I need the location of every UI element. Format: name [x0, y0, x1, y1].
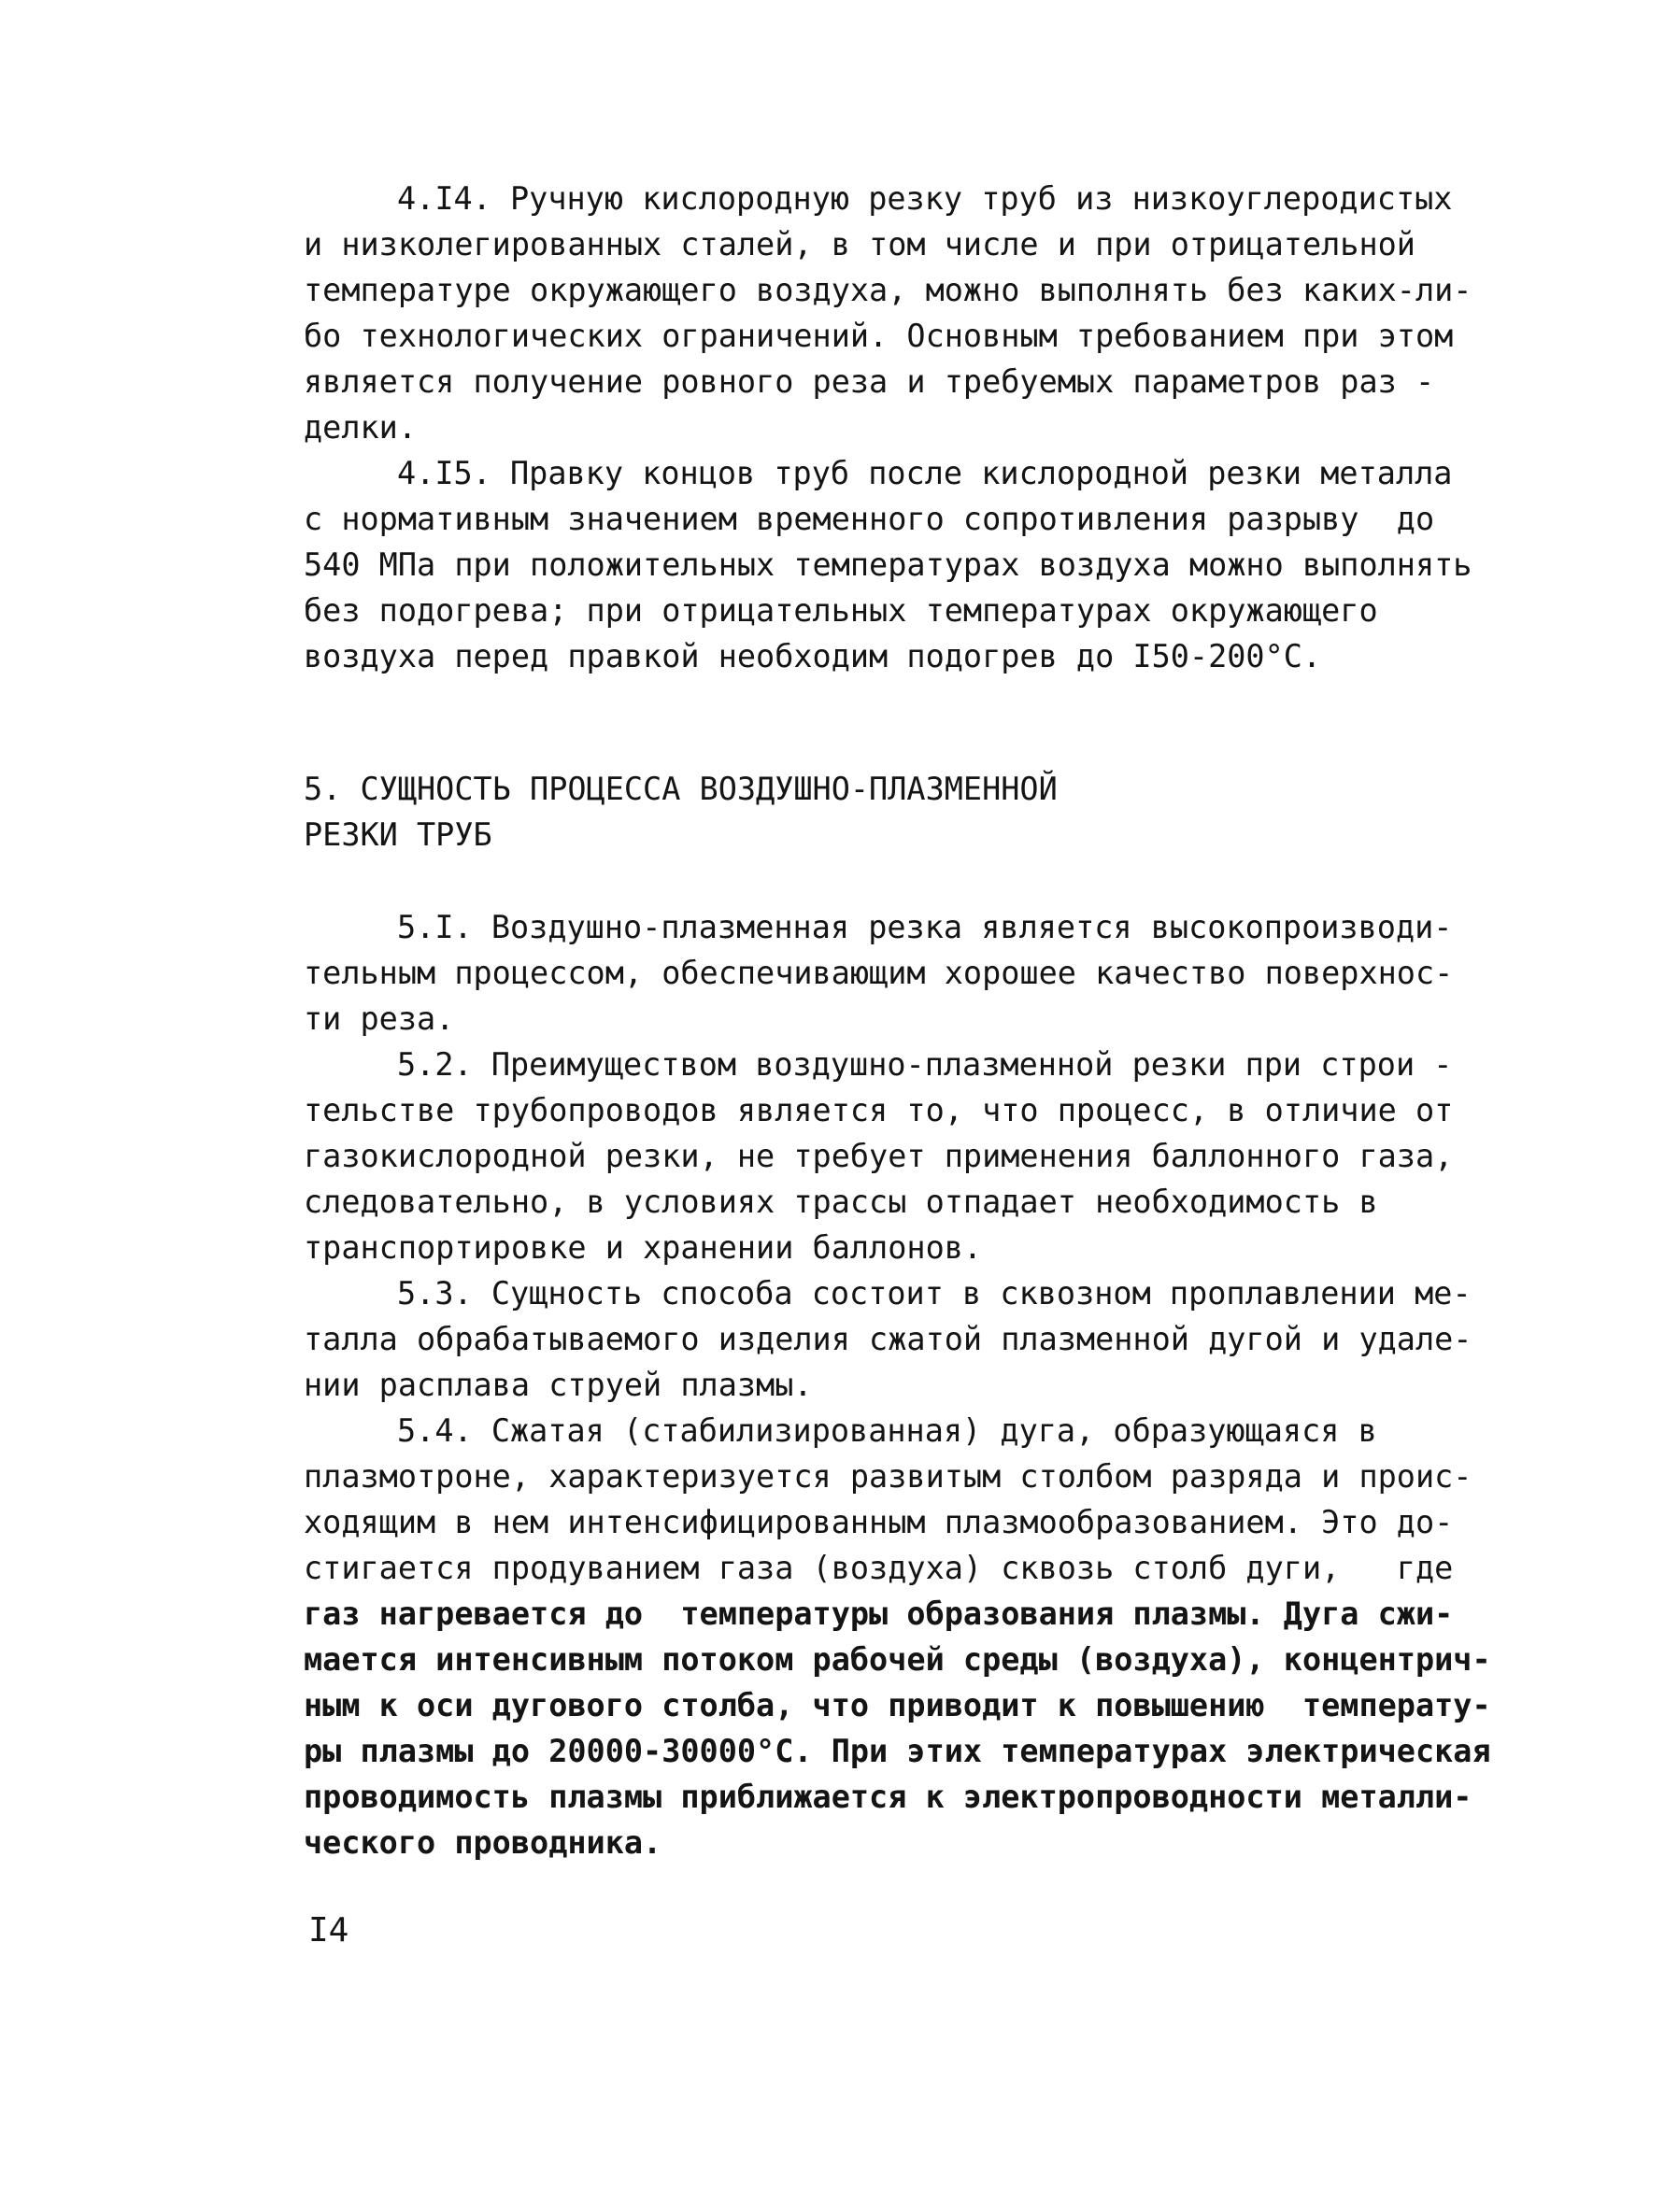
paragraph-5-2-line: тельстве трубопроводов является то, что процесс, в отличие от	[304, 1092, 1454, 1128]
paragraph-5-4-line: мается интенсивным потоком рабочей среды (воздуха), концентрич-	[304, 1641, 1491, 1678]
paragraph-4-14-line: делки.	[304, 409, 418, 446]
paragraph-5-4-line: проводимость плазмы приближается к электропроводности металли-	[304, 1779, 1472, 1815]
paragraph-4-15-line: воздуха перед правкой необходим подогрев до I50-200°С.	[304, 638, 1322, 674]
paragraph-5-1-line: тельным процессом, обеспечивающим хорошее качество поверхнос-	[304, 955, 1454, 991]
paragraph-5-4-line: ры плазмы до 20000-30000°С. При этих температурах электрическая	[304, 1733, 1491, 1769]
paragraph-4-14-line: и низколегированных сталей, в том числе и при отрицательной	[304, 226, 1415, 262]
section-heading: 5. СУЩНОСТЬ ПРОЦЕССА ВОЗДУШНО-ПЛАЗМЕННОЙ	[304, 771, 1058, 807]
paragraph-5-4-line: ческого проводника.	[304, 1824, 662, 1861]
paragraph-5-1-line: 5.I. Воздушно-плазменная резка является высокопроизводи-	[397, 909, 1453, 945]
paragraph-4-14-line: температуре окружающего воздуха, можно выполнять без каких-ли-	[304, 272, 1472, 308]
paragraph-5-4-line: стигается продуванием газа (воздуха) сквозь столб дуги, где	[304, 1550, 1454, 1586]
paragraph-4-14-line: 4.I4. Ручную кислородную резку труб из низкоуглеродистых	[397, 180, 1453, 217]
paragraph-5-4-line: 5.4. Сжатая (стабилизированная) дуга, образующаяся в	[397, 1412, 1377, 1449]
paragraph-4-14-line: бо технологических ограничений. Основным требованием при этом	[304, 318, 1454, 354]
paragraph-5-2-line: газокислородной резки, не требует применения баллонного газа,	[304, 1138, 1454, 1174]
paragraph-5-2-line: следовательно, в условиях трассы отпадает необходимость в	[304, 1184, 1378, 1220]
paragraph-4-14-line: является получение ровного реза и требуемых параметров раз -	[304, 363, 1435, 400]
paragraph-5-3-line: талла обрабатываемого изделия сжатой плазменной дугой и удале-	[304, 1321, 1472, 1357]
paragraph-5-2-line: транспортировке и хранении баллонов.	[304, 1229, 983, 1266]
paragraph-5-1-line: ти реза.	[304, 1000, 455, 1037]
paragraph-5-4-line: плазмотроне, характеризуется развитым столбом разряда и проис-	[304, 1458, 1472, 1495]
paragraph-5-2-line: 5.2. Преимуществом воздушно-плазменной резки при строи -	[397, 1046, 1453, 1083]
paragraph-4-15-line: с нормативным значением временного сопротивления разрыву до	[304, 501, 1435, 537]
paragraph-4-15-line: 540 МПа при положительных температурах воздуха можно выполнять	[304, 546, 1472, 583]
paragraph-5-3-line: нии расплава струей плазмы.	[304, 1367, 813, 1403]
section-heading: РЕЗКИ ТРУБ	[304, 816, 492, 853]
paragraph-5-4-line: ходящим в нем интенсифицированным плазмообразованием. Это до-	[304, 1504, 1454, 1540]
paragraph-5-3-line: 5.3. Сущность способа состоит в сквозном проплавлении ме-	[397, 1275, 1472, 1312]
paragraph-4-15-line: 4.I5. Правку концов труб после кислородной резки металла	[397, 455, 1453, 491]
paragraph-5-4-line: газ нагревается до температуры образования плазмы. Дуга сжи-	[304, 1595, 1454, 1632]
paragraph-4-15-line: без подогрева; при отрицательных температурах окружающего	[304, 592, 1378, 629]
page-number: I4	[308, 1911, 349, 1950]
paragraph-5-4-line: ным к оси дугового столба, что приводит к повышению температу-	[304, 1687, 1491, 1723]
